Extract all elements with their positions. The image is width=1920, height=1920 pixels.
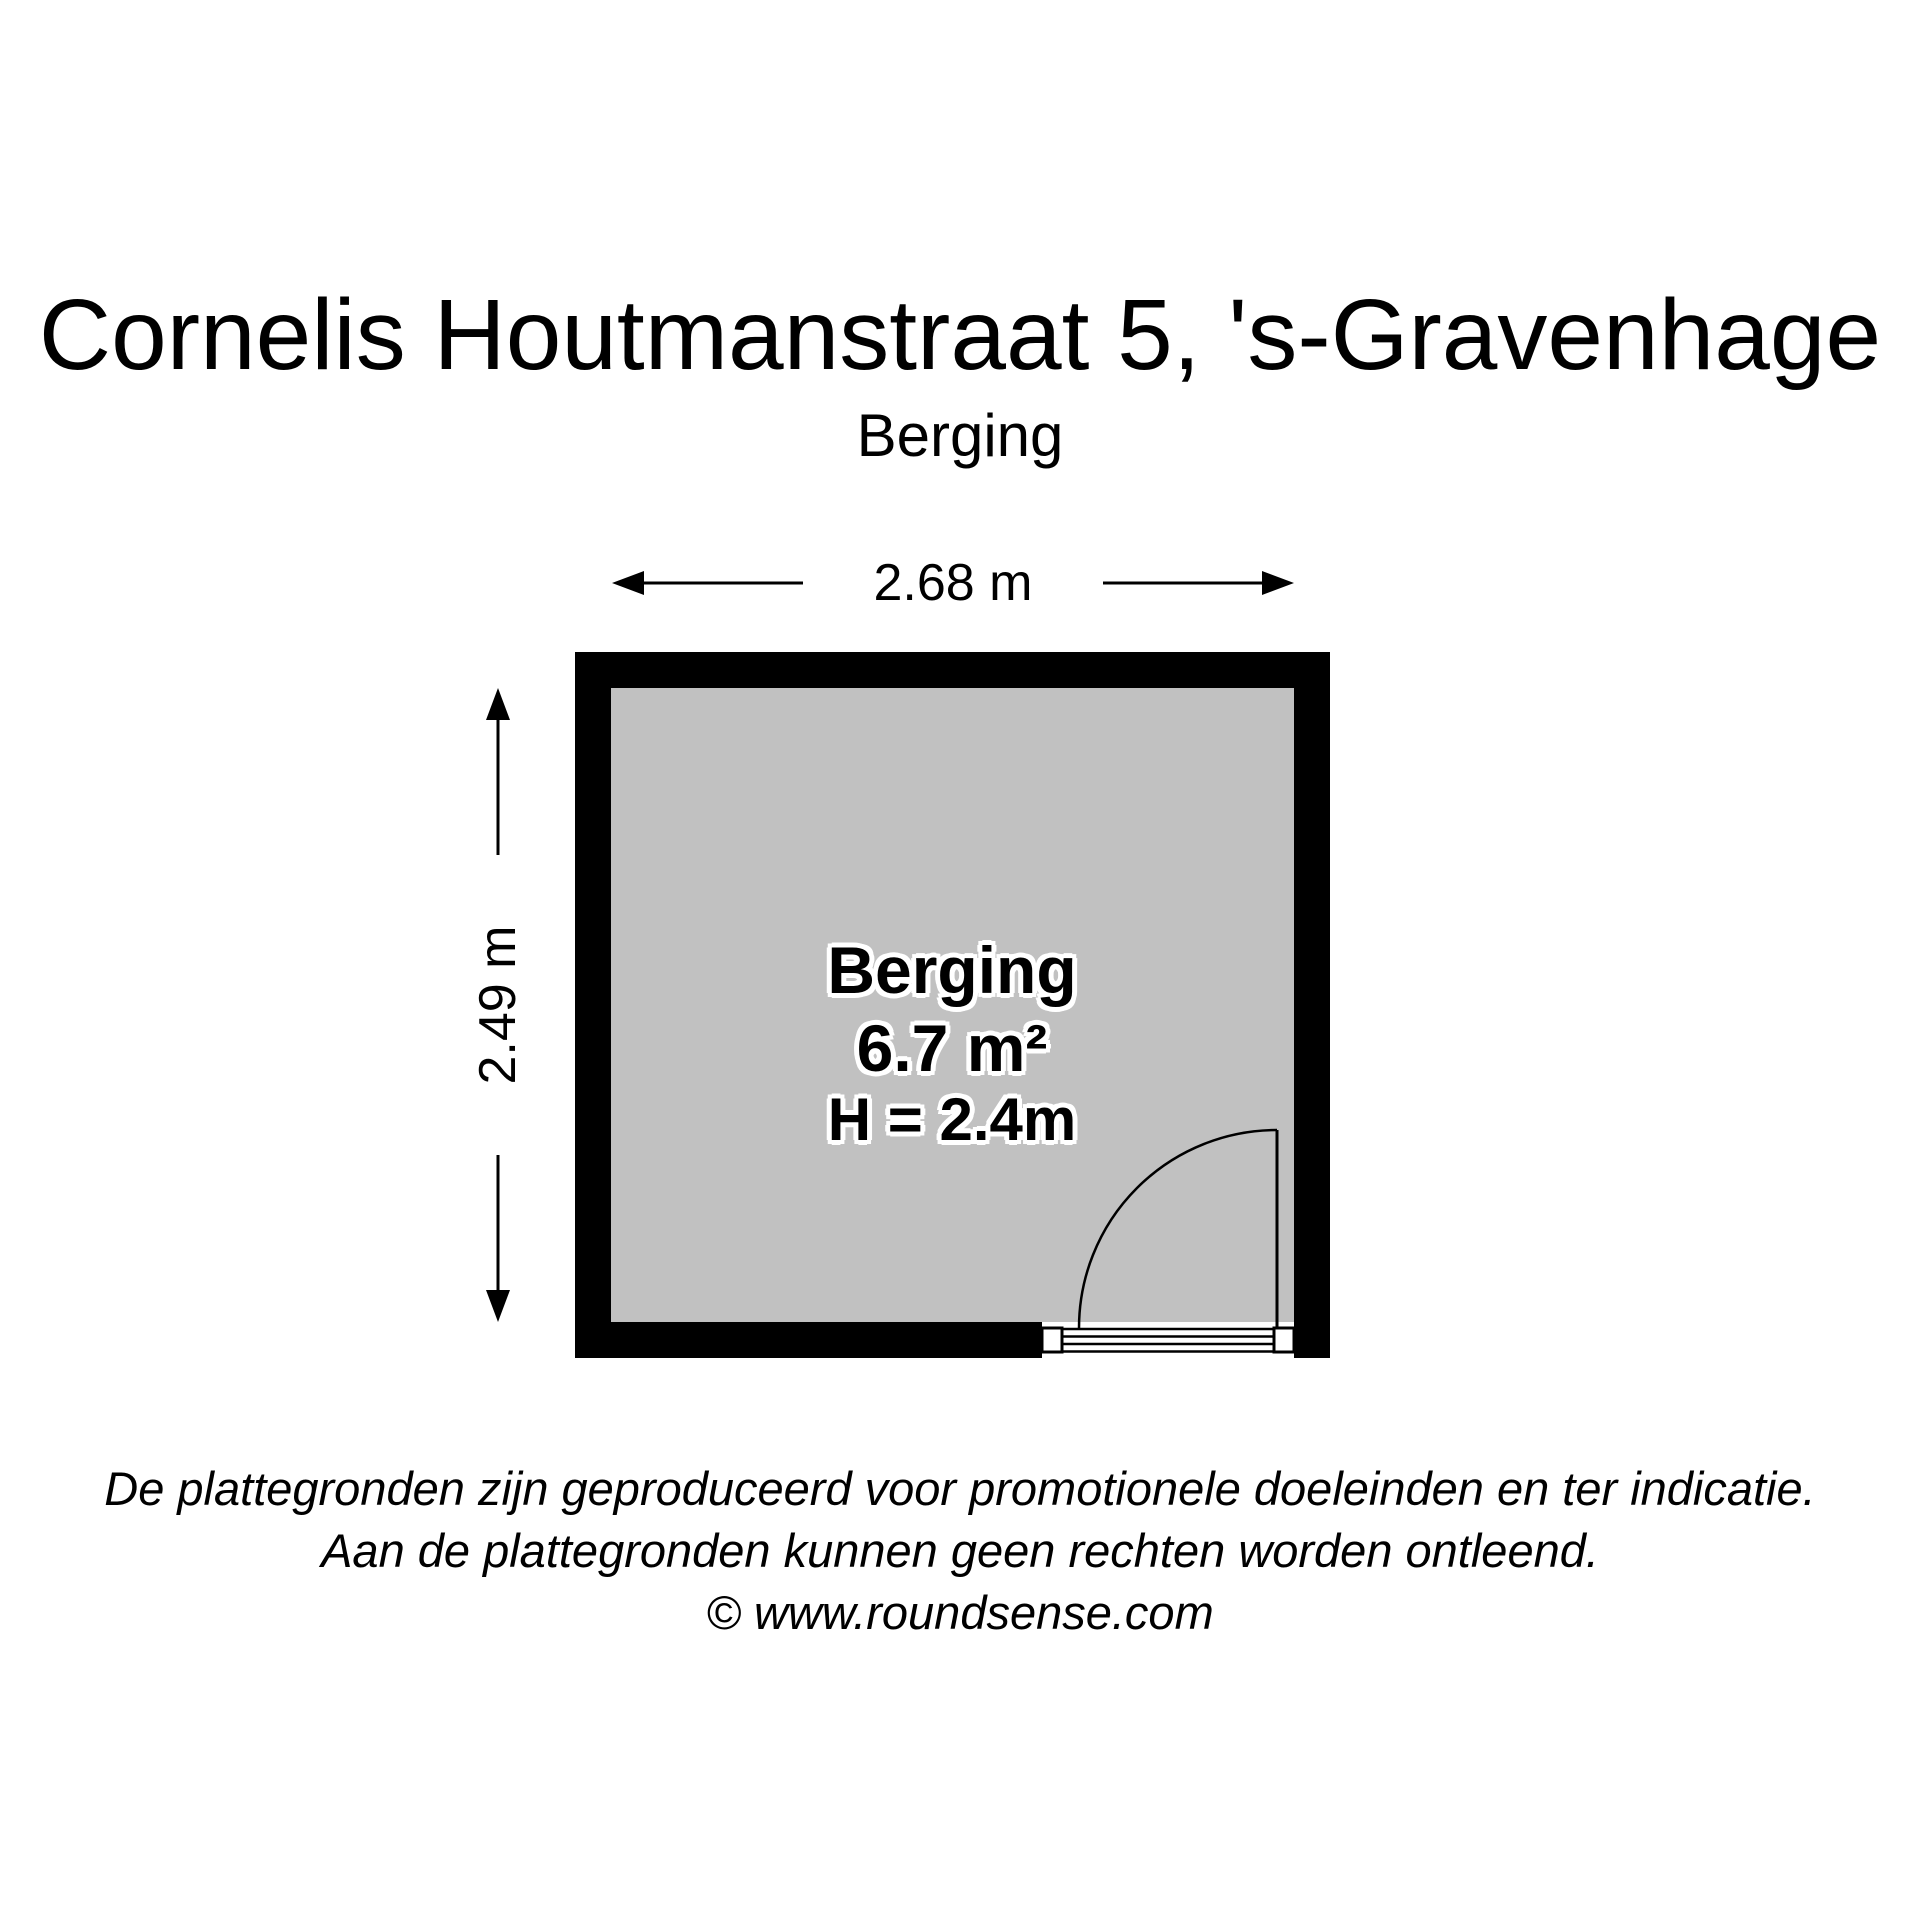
disclaimer-line-2: Aan de plattegronden kunnen geen rechten worden ontleend. [321,1524,1599,1577]
room-ceiling-height: H = 2.4m [827,1086,1077,1153]
room-name: Berging [827,933,1077,1007]
page-subtitle: Berging [856,402,1064,469]
door-post-left [1042,1328,1062,1352]
door-post-right [1274,1328,1294,1352]
room-label [652,931,1252,1153]
disclaimer-line-1: De plattegronden zijn geproduceerd voor promotionele doeleinden en ter indicatie. [104,1462,1816,1515]
copyright-line: © www.roundsense.com [706,1586,1214,1639]
page-title: Cornelis Houtmanstraat 5, 's-Gravenhage [38,279,1882,391]
dimension-label-width: 2.68 m [803,548,1103,618]
dimension-label-height: 2.49 m [468,855,528,1155]
room-area: 6.7 m² [856,1011,1048,1085]
